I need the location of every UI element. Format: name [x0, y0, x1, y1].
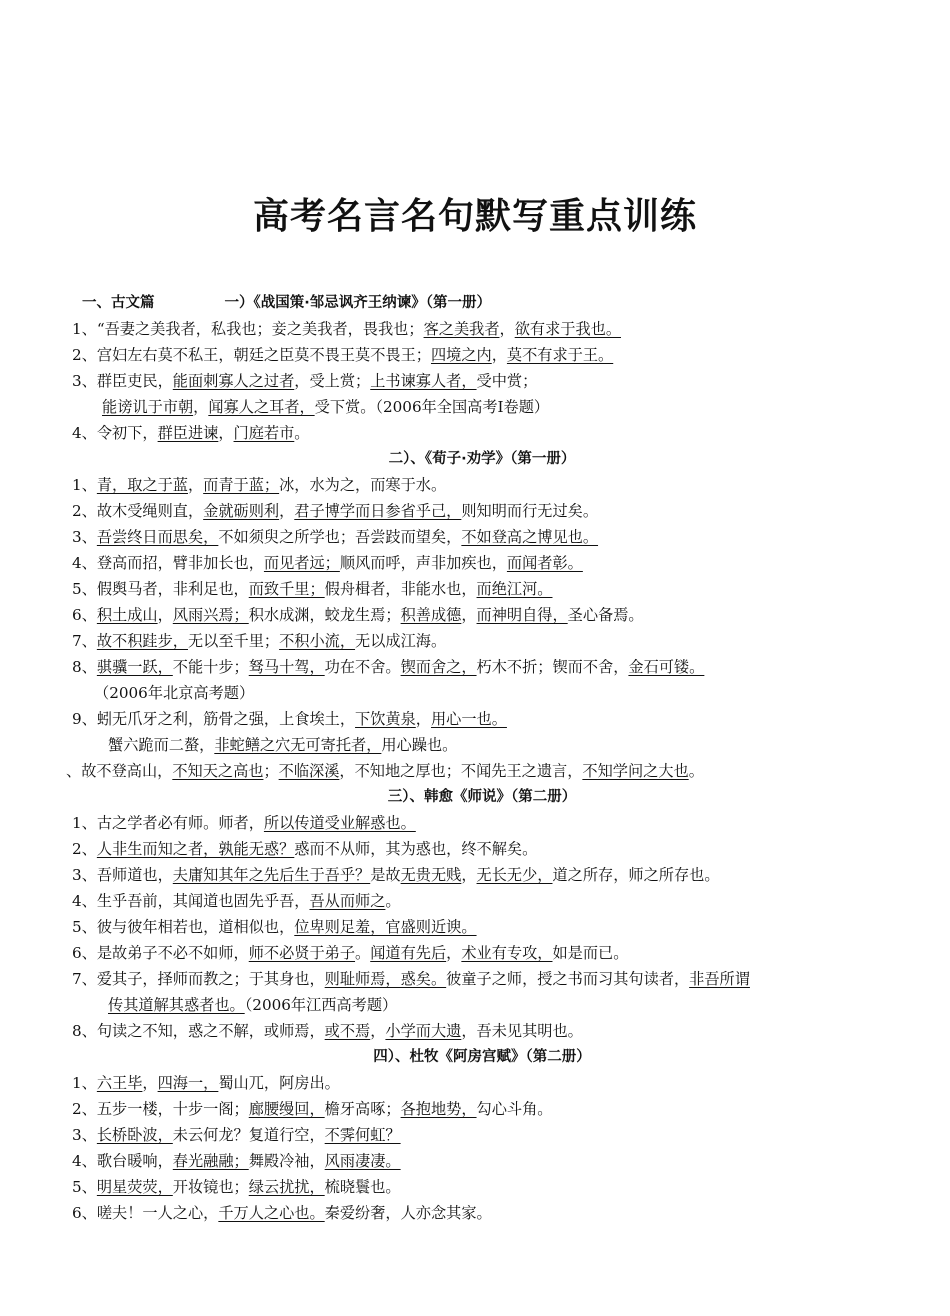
plain-text: 3、吾师道也，	[72, 866, 173, 884]
answer-blank-text: 风雨凄凄。	[324, 1152, 401, 1170]
answer-blank-text: 积善成德	[400, 606, 462, 624]
plain-text: 圣心备焉。	[567, 606, 644, 624]
answer-blank-text: 闻道有先后	[370, 944, 447, 962]
section-heading: 一）《战国策·邹忌讽齐王纳谏》（第一册）	[224, 295, 492, 311]
text-line	[72, 732, 892, 758]
plain-text: 3、	[72, 1126, 97, 1144]
plain-text: 2、	[72, 840, 97, 858]
plain-text: ，不知地之厚也；不闻先王之遗言，	[339, 762, 583, 780]
answer-blank-text: 传其道解其惑者也。	[108, 996, 245, 1014]
plain-text: 4、令初下，	[72, 424, 158, 442]
answer-blank-text: 不临深溪	[278, 762, 340, 780]
answer-blank-text: 廊腰缦回，	[248, 1100, 325, 1118]
answer-blank-text: 金石可镂。	[628, 658, 705, 676]
plain-text: 1、	[72, 476, 97, 494]
answer-blank-text: 上书谏寡人者，	[370, 372, 477, 390]
plain-text: 。	[355, 944, 371, 962]
answer-blank-text: 青，取之于蓝	[96, 476, 188, 494]
answer-blank-text: 夫庸知其年之先后生于吾乎？	[172, 866, 371, 884]
plain-text: 1、古之学者必有师。师者，	[72, 814, 264, 832]
text-line	[72, 940, 892, 966]
answer-blank-text: 吾尝终日而思矣，	[96, 528, 219, 546]
answer-blank-text: 而见者远；	[263, 554, 340, 572]
plain-text: 9、蚓无爪牙之利，筋骨之强，上食埃土，	[72, 710, 356, 728]
answer-blank-text: 位卑则足羞，官盛则近谀。	[294, 918, 477, 936]
answer-blank-text: 而致千里；	[248, 580, 325, 598]
plain-text: 2、宫妇左右莫不私王，朝廷之臣莫不畏王莫不畏王；	[72, 346, 431, 364]
section-heading: 二）、《荀子·劝学》（第一册）	[388, 451, 576, 467]
answer-blank-text: 而绝江河。	[476, 580, 553, 598]
plain-text: 道之所存，师之所存也。	[552, 866, 720, 884]
section-heading: 三）、韩愈《师说》（第二册）	[387, 789, 577, 805]
answer-blank-text: 不知学问之大也	[582, 762, 689, 780]
plain-text: 彼童子之师，授之书而习其句读者，	[446, 970, 690, 988]
plain-text: 无以至千里；	[187, 632, 280, 650]
plain-text: 受下赏。（2006年全国高考Ⅰ卷题）	[314, 398, 550, 416]
answer-blank-text: 客之美我者	[423, 320, 500, 338]
text-line	[72, 1018, 892, 1044]
answer-blank-text: 故不积跬步，	[96, 632, 188, 650]
page-title: 高考名言名句默写重点训练	[252, 196, 697, 237]
plain-text: 用心躁也。	[381, 736, 458, 754]
plain-text: 1、“吾妻之美我者，私我也；妾之美我者，畏我也；	[72, 320, 424, 338]
plain-text: ，吾未见其明也。	[461, 1022, 583, 1040]
text-line	[72, 1096, 892, 1122]
answer-blank-text: 而神明自得，	[476, 606, 568, 624]
text-line	[72, 316, 892, 342]
text-line	[72, 706, 892, 732]
answer-blank-text: 骐骥一跃，	[96, 658, 173, 676]
text-line	[72, 862, 892, 888]
answer-blank-text: 不霁何虹？	[324, 1126, 401, 1144]
answer-blank-text: 则耻师焉，惑矣。	[324, 970, 447, 988]
answer-blank-text: 不知天之高也	[172, 762, 264, 780]
plain-text: 功在不舍。	[324, 658, 401, 676]
text-line	[72, 992, 892, 1018]
plain-text: ，	[157, 606, 173, 624]
plain-text: 受中赏；	[476, 372, 538, 390]
plain-text: 3、群臣吏民，	[72, 372, 173, 390]
plain-text: ，	[461, 866, 477, 884]
document-body	[66, 290, 892, 1226]
text-line	[72, 914, 892, 940]
plain-text: 8、	[72, 658, 97, 676]
answer-blank-text: 各抱地势，	[400, 1100, 477, 1118]
plain-text: 无以成江海。	[355, 632, 447, 650]
plain-text: 2、故木受绳则直，	[72, 502, 204, 520]
text-line	[72, 342, 892, 368]
plain-text: 。	[385, 892, 401, 910]
plain-text: 惑而不从师，其为惑也，终不解矣。	[294, 840, 538, 858]
text-line	[72, 680, 892, 706]
text-line	[72, 550, 892, 576]
plain-text: 勾心斗角。	[476, 1100, 553, 1118]
answer-blank-text: 而闻者彰。	[506, 554, 583, 572]
text-line	[72, 498, 892, 524]
answer-blank-text: 能面刺寡人之过者	[172, 372, 295, 390]
answer-blank-text: 四海一，	[157, 1074, 219, 1092]
plain-text: ，	[370, 1022, 386, 1040]
plain-text: ，	[461, 606, 477, 624]
answer-blank-text: 群臣进谏	[157, 424, 219, 442]
answer-blank-text: 非吾所谓	[689, 970, 750, 988]
plain-text: （2006年北京高考题）	[94, 684, 255, 702]
text-line	[72, 1174, 892, 1200]
answer-blank-text: 无长无少，	[476, 866, 553, 884]
plain-text: 2、五步一楼，十步一阁；	[72, 1100, 249, 1118]
plain-text: ，	[193, 398, 209, 416]
answer-blank-text: 明星荧荧，	[96, 1178, 173, 1196]
plain-text: 则知明而行无过矣。	[461, 502, 599, 520]
answer-blank-text: 长桥卧波，	[96, 1126, 173, 1144]
plain-text: 未云何龙？复道行空，	[172, 1126, 325, 1144]
plain-text: 7、爱其子，择师而教之；于其身也，	[72, 970, 325, 988]
plain-text: ，	[499, 320, 515, 338]
text-line	[72, 394, 892, 420]
plain-text: 3、	[72, 528, 97, 546]
plain-text: 5、彼与彼年相若也，道相似也，	[72, 918, 295, 936]
plain-text: 朽木不折；锲而不舍，	[476, 658, 629, 676]
text-line	[72, 810, 892, 836]
plain-text: ，受上赏；	[294, 372, 371, 390]
text-line	[72, 628, 892, 654]
answer-blank-text: 千万人之心也。	[218, 1204, 325, 1222]
answer-blank-text: 六王毕	[96, 1074, 143, 1092]
plain-text: 。	[688, 762, 704, 780]
plain-text: ，	[187, 476, 204, 494]
plain-text: ；	[263, 762, 279, 780]
answer-blank-text: 锲而舍之，	[400, 658, 477, 676]
plain-text: 1、	[72, 1074, 97, 1092]
plain-text: ，	[415, 710, 431, 728]
answer-blank-text: 能谤讥于市朝	[102, 398, 194, 416]
text-line	[72, 420, 892, 446]
plain-text: 不能十步；	[172, 658, 249, 676]
text-line	[72, 836, 892, 862]
answer-blank-text: 或不焉	[324, 1022, 371, 1040]
text-line	[72, 472, 892, 498]
text-line	[72, 1148, 892, 1174]
plain-text: 是故	[370, 866, 401, 884]
answer-blank-text: 人非生而知之者，孰能无惑？	[96, 840, 295, 858]
plain-text: 。	[294, 424, 310, 442]
plain-text: 假舟楫者，非能水也，	[324, 580, 477, 598]
text-line	[72, 888, 892, 914]
answer-blank-text: 金就砺则利	[203, 502, 280, 520]
plain-text: 冰，水为之，而寒于水。	[279, 476, 447, 494]
plain-text: ，	[446, 944, 462, 962]
answer-blank-text: 下饮黄泉	[355, 710, 416, 728]
plain-text: 4、生乎吾前，其闻道也固先乎吾，	[72, 892, 310, 910]
plain-text: 6、是故弟子不必不如师，	[72, 944, 249, 962]
answer-blank-text: 吾从而师之	[309, 892, 386, 910]
plain-text: 不如须臾之所学也；吾尝跂而望矣，	[218, 528, 462, 546]
plain-text: 顺风而呼，声非加疾也，	[339, 554, 507, 572]
answer-blank-text: 春光融融；	[172, 1152, 249, 1170]
plain-text: 、故不登高山，	[66, 762, 173, 780]
plain-text: ，	[279, 502, 295, 520]
plain-text: 檐牙高啄；	[324, 1100, 401, 1118]
plain-text: ，	[142, 1074, 158, 1092]
answer-blank-text: 闻寡人之耳者，	[208, 398, 315, 416]
plain-text: ，	[218, 424, 234, 442]
text-line	[72, 1122, 892, 1148]
answer-blank-text: 用心一也。	[430, 710, 507, 728]
plain-text: 5、假舆马者，非利足也，	[72, 580, 249, 598]
answer-blank-text: 君子博学而日参省乎己，	[294, 502, 462, 520]
plain-text: ，	[491, 346, 507, 364]
plain-text: 蟹六跪而二螯，	[108, 736, 215, 754]
answer-blank-text: 风雨兴焉；	[172, 606, 249, 624]
text-line	[72, 1070, 892, 1096]
answer-blank-text: 所以传道受业解惑也。	[263, 814, 416, 832]
text-line	[72, 576, 892, 602]
answer-blank-text: 四境之内	[430, 346, 492, 364]
answer-blank-text: 驽马十驾，	[248, 658, 325, 676]
text-line	[72, 524, 892, 550]
plain-text: 4、歌台暖响，	[72, 1152, 173, 1170]
plain-text: 蜀山兀，阿房出。	[218, 1074, 340, 1092]
part-label: 一、古文篇	[82, 295, 155, 311]
plain-text: 开妆镜也；	[172, 1178, 249, 1196]
answer-blank-text: 绿云扰扰，	[248, 1178, 325, 1196]
text-line	[72, 966, 892, 992]
plain-text: 6、嗟夫！一人之心，	[72, 1204, 219, 1222]
answer-blank-text: 不积小流，	[279, 632, 356, 650]
plain-text: 5、	[72, 1178, 97, 1196]
answer-blank-text: 欲有求于我也。	[514, 320, 621, 338]
plain-text: 6、	[72, 606, 97, 624]
answer-blank-text: 积土成山	[96, 606, 158, 624]
section-heading: 四）、杜牧《阿房宫赋》（第二册）	[373, 1049, 591, 1065]
answer-blank-text: 莫不有求于王。	[506, 346, 614, 364]
answer-blank-text: 小学而大遗	[385, 1022, 462, 1040]
plain-text: 7、	[72, 632, 97, 650]
plain-text: （2006年江西高考题）	[244, 996, 398, 1014]
text-line	[72, 1200, 892, 1226]
plain-text: 积水成渊，蛟龙生焉；	[248, 606, 401, 624]
answer-blank-text: 无贵无贱	[400, 866, 462, 884]
text-line	[72, 654, 892, 680]
answer-blank-text: 非蛇鳝之穴无可寄托者，	[214, 736, 382, 754]
answer-blank-text: 师不必贤于弟子	[248, 944, 356, 962]
plain-text: 4、登高而招，臂非加长也，	[72, 554, 264, 572]
answer-blank-text: 术业有专攻，	[461, 944, 553, 962]
answer-blank-text: 而青于蓝；	[203, 476, 280, 494]
plain-text: 梳晓鬟也。	[324, 1178, 401, 1196]
text-line	[66, 758, 892, 784]
plain-text: 如是而已。	[552, 944, 629, 962]
answer-blank-text: 不如登高之博见也。	[461, 528, 599, 546]
text-line	[72, 602, 892, 628]
plain-text: 8、句读之不知，惑之不解，或师焉，	[72, 1022, 325, 1040]
answer-blank-text: 门庭若市	[233, 424, 295, 442]
text-line	[72, 368, 892, 394]
plain-text: 秦爱纷奢，人亦念其家。	[324, 1204, 492, 1222]
plain-text: 舞殿冷袖，	[248, 1152, 325, 1170]
